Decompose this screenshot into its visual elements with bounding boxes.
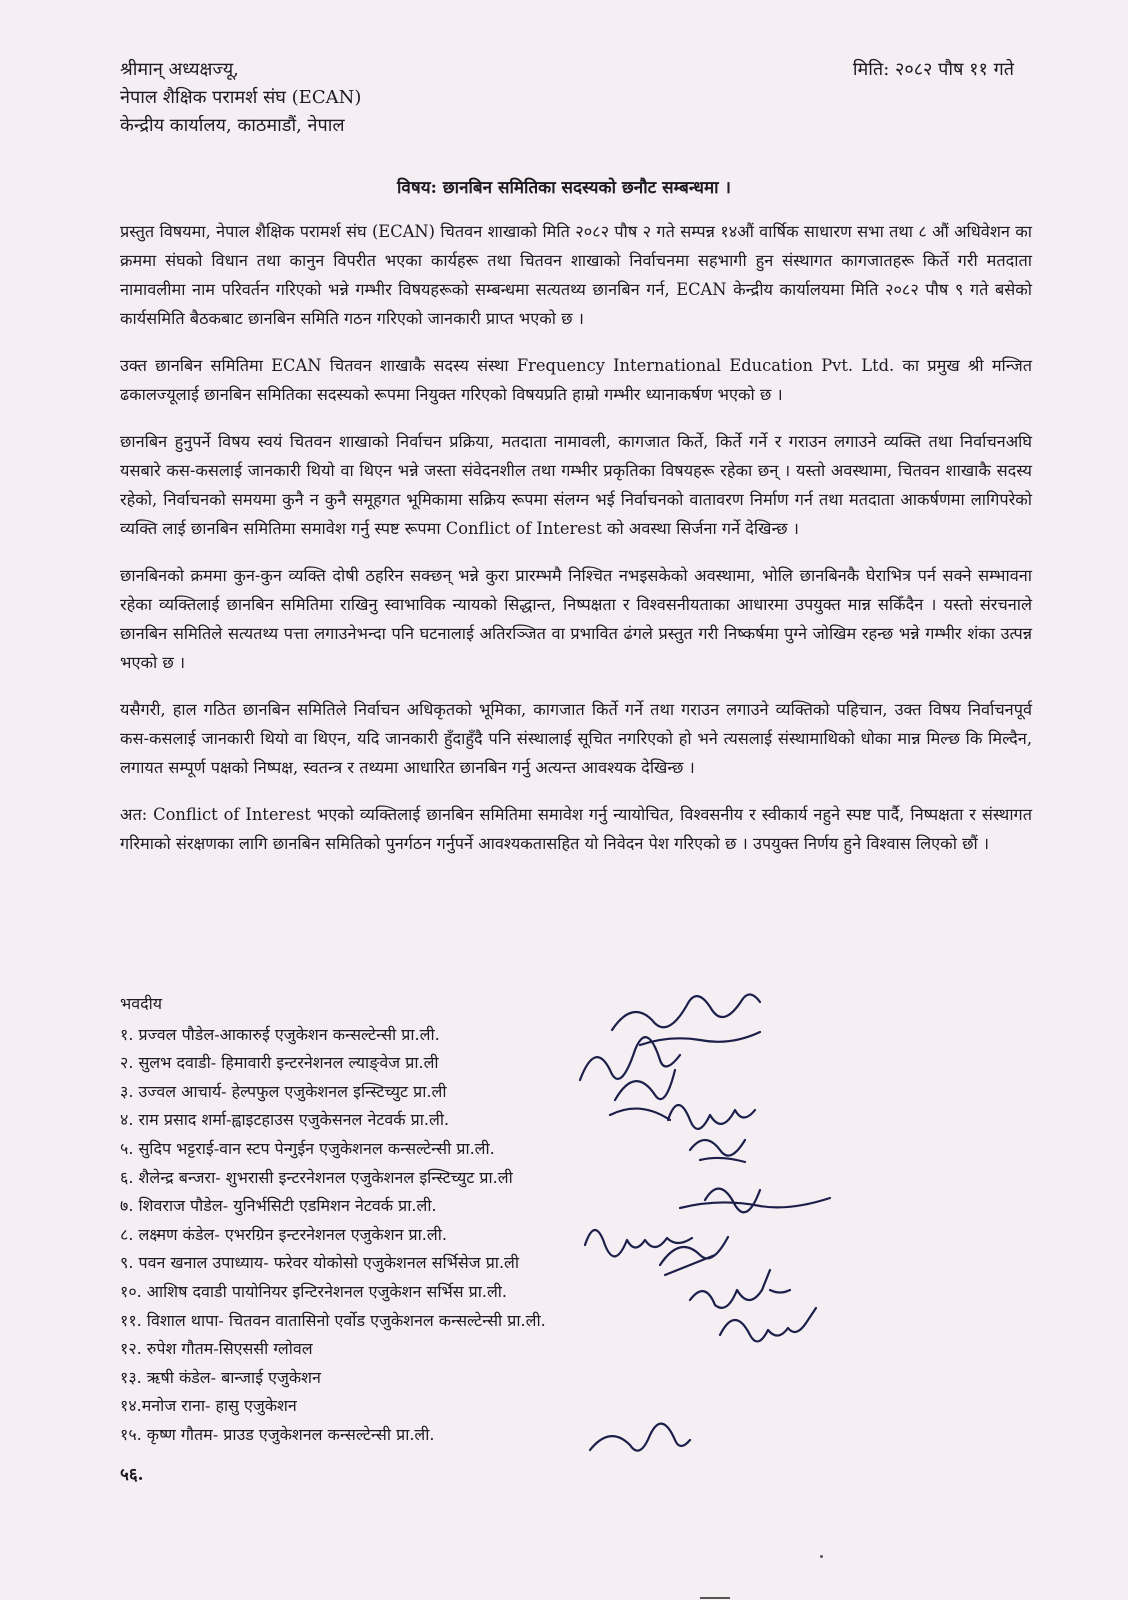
signature-2	[580, 1037, 680, 1080]
signatory-item: २. सुलभ दवाडी- हिमावारी इन्टरनेशनल ल्याङ्वेज प्रा.ली	[120, 1053, 439, 1073]
recipient-line: नेपाल शैक्षिक परामर्श संघ (ECAN)	[120, 87, 362, 108]
signatory-item: ८. लक्ष्मण कंडेल- एभरग्रिन इन्टरनेशनल एजुकेशन प्रा.ली.	[120, 1224, 447, 1244]
signature-8	[660, 1237, 728, 1275]
body-paragraph: अत: Conflict of Interest भएको व्यक्तिलाई छानबिन समितिमा समावेश गर्नु न्यायोचित, विश्वसनीय र स्वीकार्य नहुने स्पष्ट पार्दै, निष्पक्षता र संस्थागत गरिमाको संरक्षणका लागि छानबिन समितिको पुनर्गठन गर्नुपर्ने आवश्यकतासहित यो निवेदन पेश गरिएको छ । उपयुक्त निर्णय हुने विश्वास लिएको छौं ।	[120, 805, 1032, 853]
signature-3	[610, 1070, 675, 1120]
signatory-item: १३. ऋषी कंडेल- बान्जाई एजुकेशन	[120, 1367, 321, 1387]
signature-1	[612, 994, 760, 1045]
signature-5	[690, 1140, 745, 1162]
recipient-line: केन्द्रीय कार्यालय, काठमाडौं, नेपाल	[120, 115, 345, 136]
signature-11	[590, 1424, 690, 1451]
signatory-item: १४.मनोज राना- हासु एजुकेशन	[120, 1396, 297, 1416]
signature-9	[690, 1270, 790, 1308]
letter-body	[120, 217, 1032, 876]
body-paragraph: छानबिनको क्रममा कुन-कुन व्यक्ति दोषी ठहरिन सक्छन् भन्ने कुरा प्रारम्भमै निश्चित नभइसकेको अवस्थामा, भोलि छानबिनकै घेराभित्र पर्न सक्ने सम्भावना रहेका व्यक्तिलाई छानबिन समितिमा राखिनु स्वाभाविक न्यायको सिद्धान्त, निष्पक्षता र विश्वसनीयताका आधारमा उपयुक्त मान्न सकिँदैन । यस्तो संरचनाले छानबिन समितिले सत्यतथ्य पत्ता लगाउनेभन्दा पनि घटनालाई अतिरञ्जित वा प्रभावित ढंगले प्रस्तुत गरी निष्कर्षमा पुग्ने जोखिम रहन्छ भन्ने गम्भीर शंका उत्पन्न भएको छ ।	[120, 566, 1032, 672]
paper-speck	[700, 1597, 730, 1599]
signatory-item: १. प्रज्वल पौडेल-आकारुई एजुकेशन कन्सल्टेन्सी प्रा.ली.	[120, 1024, 440, 1044]
body-paragraph: छानबिन हुनुपर्ने विषय स्वयं चितवन शाखाको निर्वाचन प्रक्रिया, मतदाता नामावली, कागजात किर्ते, किर्ते गर्ने र गराउन लगाउने व्यक्ति तथा निर्वाचनअघि यसबारे कस-कसलाई जानकारी थियो वा थिएन भन्ने जस्ता संवेदनशील तथा गम्भीर प्रकृतिका विषयहरू रहेका छन् । यस्तो अवस्थामा, चितवन शाखाकै सदस्य रहेको, निर्वाचनको समयमा कुनै न कुनै समूहगत भूमिकामा सक्रिय रूपमा संलग्न भई निर्वाचनको वातावरण निर्माण गर्न तथा मतदाता आकर्षणमा लागिपरेको व्यक्ति लाई छानबिन समितिमा समावेश गर्नु स्पष्ट रूपमा Conflict of Interest को अवस्था सिर्जना गर्ने देखिन्छ ।	[120, 432, 1032, 538]
paper-speck	[820, 1555, 823, 1558]
body-paragraph: यसैगरी, हाल गठित छानबिन समितिले निर्वाचन अधिकृतको भूमिका, कागजात किर्ते गर्ने तथा गराउन लगाउने व्यक्तिको पहिचान, उक्त विषय निर्वाचनपूर्व कस-कसलाई जानकारी थियो वा थिएन, यदि जानकारी हुँदाहुँदै पनि संस्थालाई सूचित नगरिएको हो भने त्यसलाई संस्थामाथिको धोका मान्न मिल्छ कि मिल्दैन, लगायत सम्पूर्ण पक्षको निष्पक्ष, स्वतन्त्र र तथ्यमा आधारित छानबिन गर्नु अत्यन्त आवश्यक देखिन्छ ।	[120, 700, 1032, 777]
signatory-item: ३. उज्वल आचार्य- हेल्पफुल एजुकेशनल इन्स्टिच्युट प्रा.ली	[120, 1081, 447, 1101]
signatory-item: ७. शिवराज पौडेल- युनिर्भसिटी एडमिशन नेटवर्क प्रा.ली.	[120, 1196, 437, 1216]
signatory-item: ९. पवन खनाल उपाध्याय- फरेवर योकोसो एजुकेशनल सर्भिसेज प्रा.ली	[120, 1253, 520, 1273]
recipient-line: श्रीमान् अध्यक्षज्यू,	[120, 59, 239, 80]
signature-10	[720, 1308, 816, 1341]
signature-6	[680, 1189, 830, 1213]
signatory-item: ४. राम प्रसाद शर्मा-ह्वाइटहाउस एजुकेसनल नेटवर्क प्रा.ली.	[120, 1110, 450, 1130]
signatory-item: १२. रुपेश गौतम-सिएससी ग्लोवल	[120, 1339, 313, 1359]
signatory-item: ५. सुदिप भट्टराई-वान स्टप पेन्गुईन एजुकेशनल कन्सल्टेन्सी प्रा.ली.	[120, 1138, 495, 1158]
signature-7	[585, 1230, 692, 1256]
signature-4	[668, 1105, 755, 1129]
letter-date: मिति: २०८२ पौष ११ गते	[852, 59, 1014, 80]
sign-off: भवदीय	[120, 994, 163, 1013]
page-number: ५६.	[120, 1465, 144, 1485]
letter-subject: विषय: छानबिन समितिका सदस्यको छनौट सम्बन्धमा ।	[397, 178, 731, 198]
signatory-item: ११. विशाल थापा- चितवन वातासिनो एर्वोड एजुकेशनल कन्सल्टेन्सी प्रा.ली.	[120, 1310, 546, 1330]
signatory-item: ६. शैलेन्द्र बन्जरा- शुभरासी इन्टरनेशनल एजुकेशनल इन्स्टिच्युट प्रा.ली	[120, 1167, 513, 1187]
signatory-list	[120, 990, 546, 1450]
recipient-address	[120, 56, 361, 140]
body-paragraph: उक्त छानबिन समितिमा ECAN चितवन शाखाकै सदस्य संस्था Frequency International Education Pvt. Ltd. का प्रमुख श्री मन्जित ढकालज्यूलाई छानबिन समितिका सदस्यको रूपमा नियुक्त गरिएको विषयप्रति हाम्रो गम्भीर ध्यानाकर्षण भएको छ ।	[120, 356, 1032, 404]
signatory-item: १०. आशिष दवाडी पायोनियर इन्टिरनेशनल एजुकेशन सर्भिस प्रा.ली.	[120, 1281, 508, 1301]
signatory-item: १५. कृष्ण गौतम- प्राउड एजुकेशनल कन्सल्टेन्सी प्रा.ली.	[120, 1424, 435, 1444]
body-paragraph: प्रस्तुत विषयमा, नेपाल शैक्षिक परामर्श संघ (ECAN) चितवन शाखाको मिति २०८२ पौष २ गते सम्पन्न १४औं वार्षिक साधारण सभा तथा ८ औं अधिवेशन का क्रममा संघको विधान तथा कानुन विपरीत भएका कार्यहरू तथा चितवन शाखाको निर्वाचनमा सहभागी हुन संस्थागत कागजातहरू किर्ते गरी मतदाता नामावलीमा नाम परिवर्तन गरिएको भन्ने गम्भीर विषयहरूको सम्बन्धमा सत्यतथ्य छानबिन गर्न, ECAN केन्द्रीय कार्यालयमा मिति २०८२ पौष ९ गते बसेको कार्यसमिति बैठकबाट छानबिन समिति गठन गरिएको जानकारी प्राप्त भएको छ ।	[120, 222, 1032, 328]
